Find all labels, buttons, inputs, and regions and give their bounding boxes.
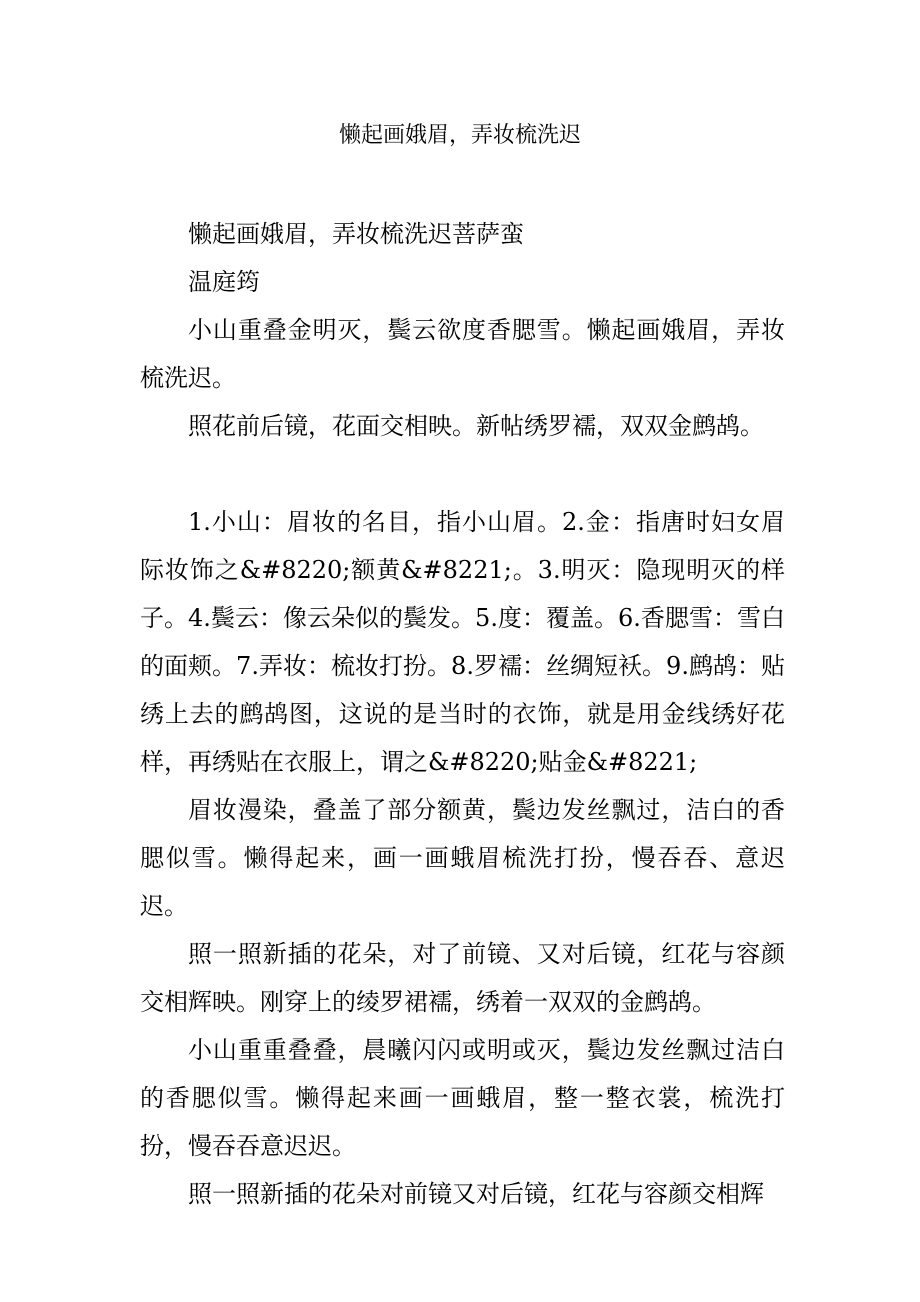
section-spacer [140,450,785,498]
poem-stanza-2: 照花前后镜，花面交相映。新帖绣罗襦，双双金鹧鸪。 [188,412,764,440]
document-title: 懒起画娥眉，弄妆梳洗迟 [338,123,581,148]
translation-paragraph-2: 照一照新插的花朵，对了前镜、又对后镜，红花与容颜交相辉映。刚穿上的绫罗裙襦，绣着一双双的金鹧鸪。 [140,940,785,1016]
poem-author: 温庭筠 [188,268,260,296]
translation-paragraph-4: 照一照新插的花朵对前镜又对后镜，红花与容颜交相辉 [188,1180,764,1208]
poem-title: 懒起画娥眉，弄妆梳洗迟 [188,220,452,248]
tune-name: 菩萨蛮 [452,220,524,248]
document-body [140,210,785,1218]
poem-stanza-1: 小山重叠金明灭，鬓云欲度香腮雪。懒起画娥眉，弄妆梳洗迟。 [140,316,785,392]
annotation-notes: 1.小山：眉妆的名目，指小山眉。2.金：指唐时妇女眉际妆饰之&#8220;额黄&#8221;。3.明灭：隐现明灭的样子。4.鬓云：像云朵似的鬓发。5.度：覆盖。6.香腮雪：雪白的面颊。7.弄妆：梳妆打扮。8.罗襦：丝绸短袄。9.鹧鸪：贴绣上去的鹧鸪图，这说的是当时的衣饰，就是用金线绣好花样，再绣贴在衣服上，谓之&#8220;贴金&#8221; [140,508,785,776]
translation-paragraph-1: 眉妆漫染，叠盖了部分额黄，鬓边发丝飘过，洁白的香腮似雪。懒得起来，画一画蛾眉梳洗打扮，慢吞吞、意迟迟。 [140,796,785,920]
poem-heading [140,210,785,258]
translation-paragraph-3: 小山重重叠叠，晨曦闪闪或明或灭，鬓边发丝飘过洁白的香腮似雪。懒得起来画一画蛾眉，整一整衣裳，梳洗打扮，慢吞吞意迟迟。 [140,1036,785,1160]
